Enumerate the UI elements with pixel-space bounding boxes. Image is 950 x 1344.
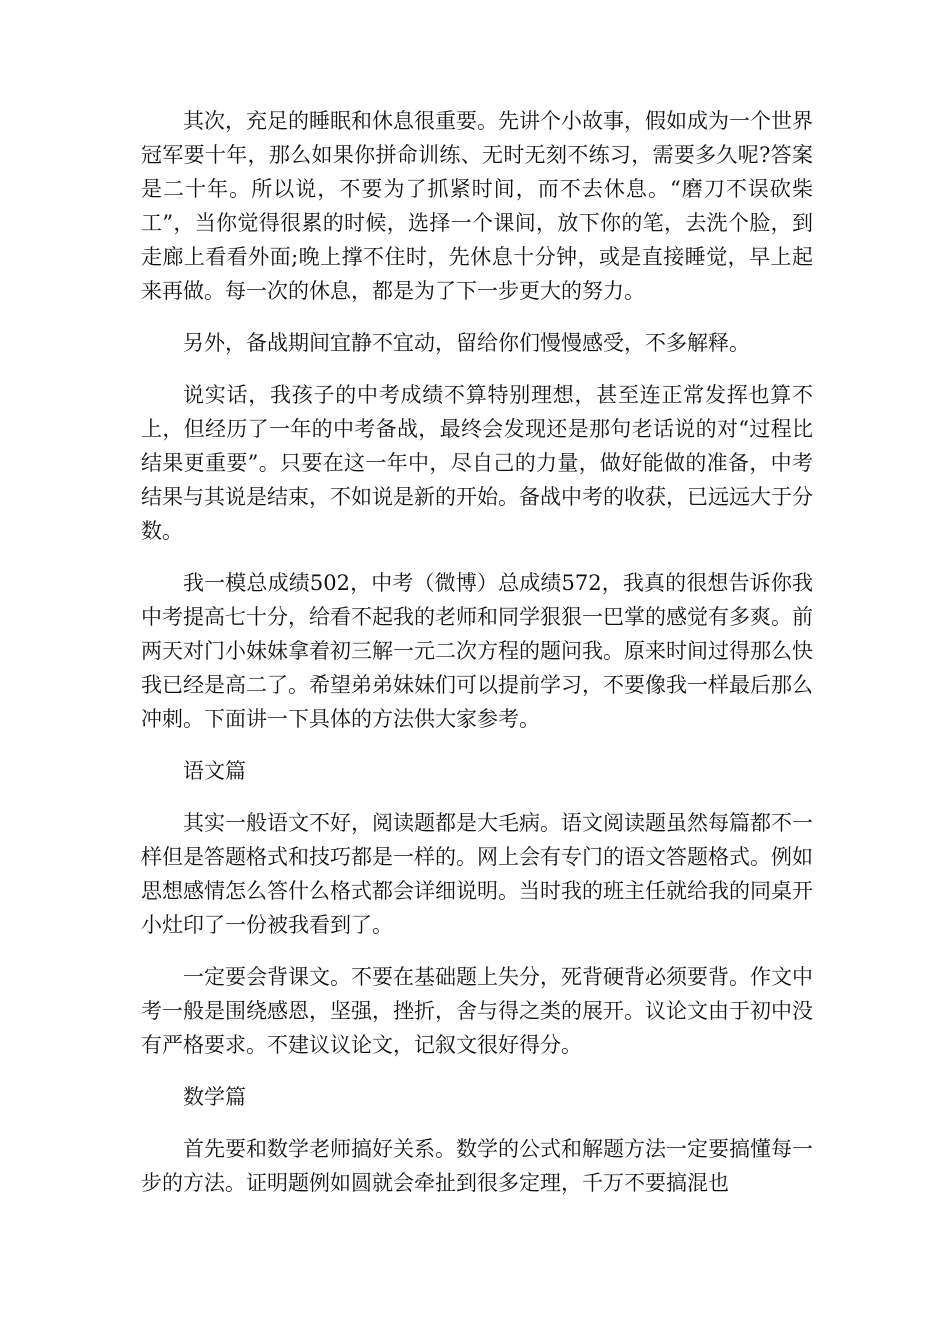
paragraph-stay-calm: 另外，备战期间宜静不宜动，留给你们慢慢感受，不多解释。 [183, 331, 750, 355]
paragraph-reading-questions: 其实一般语文不好，阅读题都是大毛病。语文阅读题虽然每篇都不一样但是答题格式和技巧都是一样的。网上会有专门的语文答题格式。例如思想感情怎么答什么格式都会详细说明。当时我的班主任就给我的同桌开小灶印了一份被我看到了。 [141, 811, 813, 937]
paragraph-recite-texts: 一定要会背课文。不要在基础题上失分，死背硬背必须要背。作文中考一般是围绕感恩，坚强，挫折，舍与得之类的展开。议论文由于初中没有严格要求。不建议议论文，记叙文很好得分。 [141, 965, 813, 1057]
section-heading-math: 数学篇 [183, 1085, 246, 1109]
section-heading-chinese: 语文篇 [183, 759, 246, 783]
paragraph-process-over-result: 说实话，我孩子的中考成绩不算特别理想，甚至连正常发挥也算不上，但经历了一年的中考备战，最终会发现还是那句老话说的对“过程比结果更重要”。只要在这一年中，尽自己的力量，做好能做的准备，中考结果与其说是结束，不如说是新的开始。备战中考的收获，已远远大于分数。 [141, 383, 813, 543]
paragraph-math-teacher: 首先要和数学老师搞好关系。数学的公式和解题方法一定要搞懂每一步的方法。证明题例如圆就会牵扯到很多定理，千万不要搞混也 [141, 1137, 813, 1195]
paragraph-rest-sleep: 其次，充足的睡眠和休息很重要。先讲个小故事，假如成为一个世界冠军要十年，那么如果你拼命训练、无时无刻不练习，需要多久呢?答案是二十年。所以说，不要为了抓紧时间，而不去休息。“磨刀不误砍柴工”，当你觉得很累的时候，选择一个课间，放下你的笔，去洗个脸，到走廊上看看外面;晚上撑不住时，先休息十分钟，或是直接睡觉，早上起来再做。每一次的休息，都是为了下一步更大的努力。 [141, 109, 813, 303]
document-body [141, 104, 813, 1218]
paragraph-score-improvement: 我一模总成绩502，中考（微博）总成绩572，我真的很想告诉你我中考提高七十分，给看不起我的老师和同学狠狠一巴掌的感觉有多爽。前两天对门小妹妹拿着初三解一元二次方程的题问我。原来时间过得那么快我已经是高二了。希望弟弟妹妹们可以提前学习，不要像我一样最后那么冲刺。下面讲一下具体的方法供大家参考。 [141, 571, 813, 731]
